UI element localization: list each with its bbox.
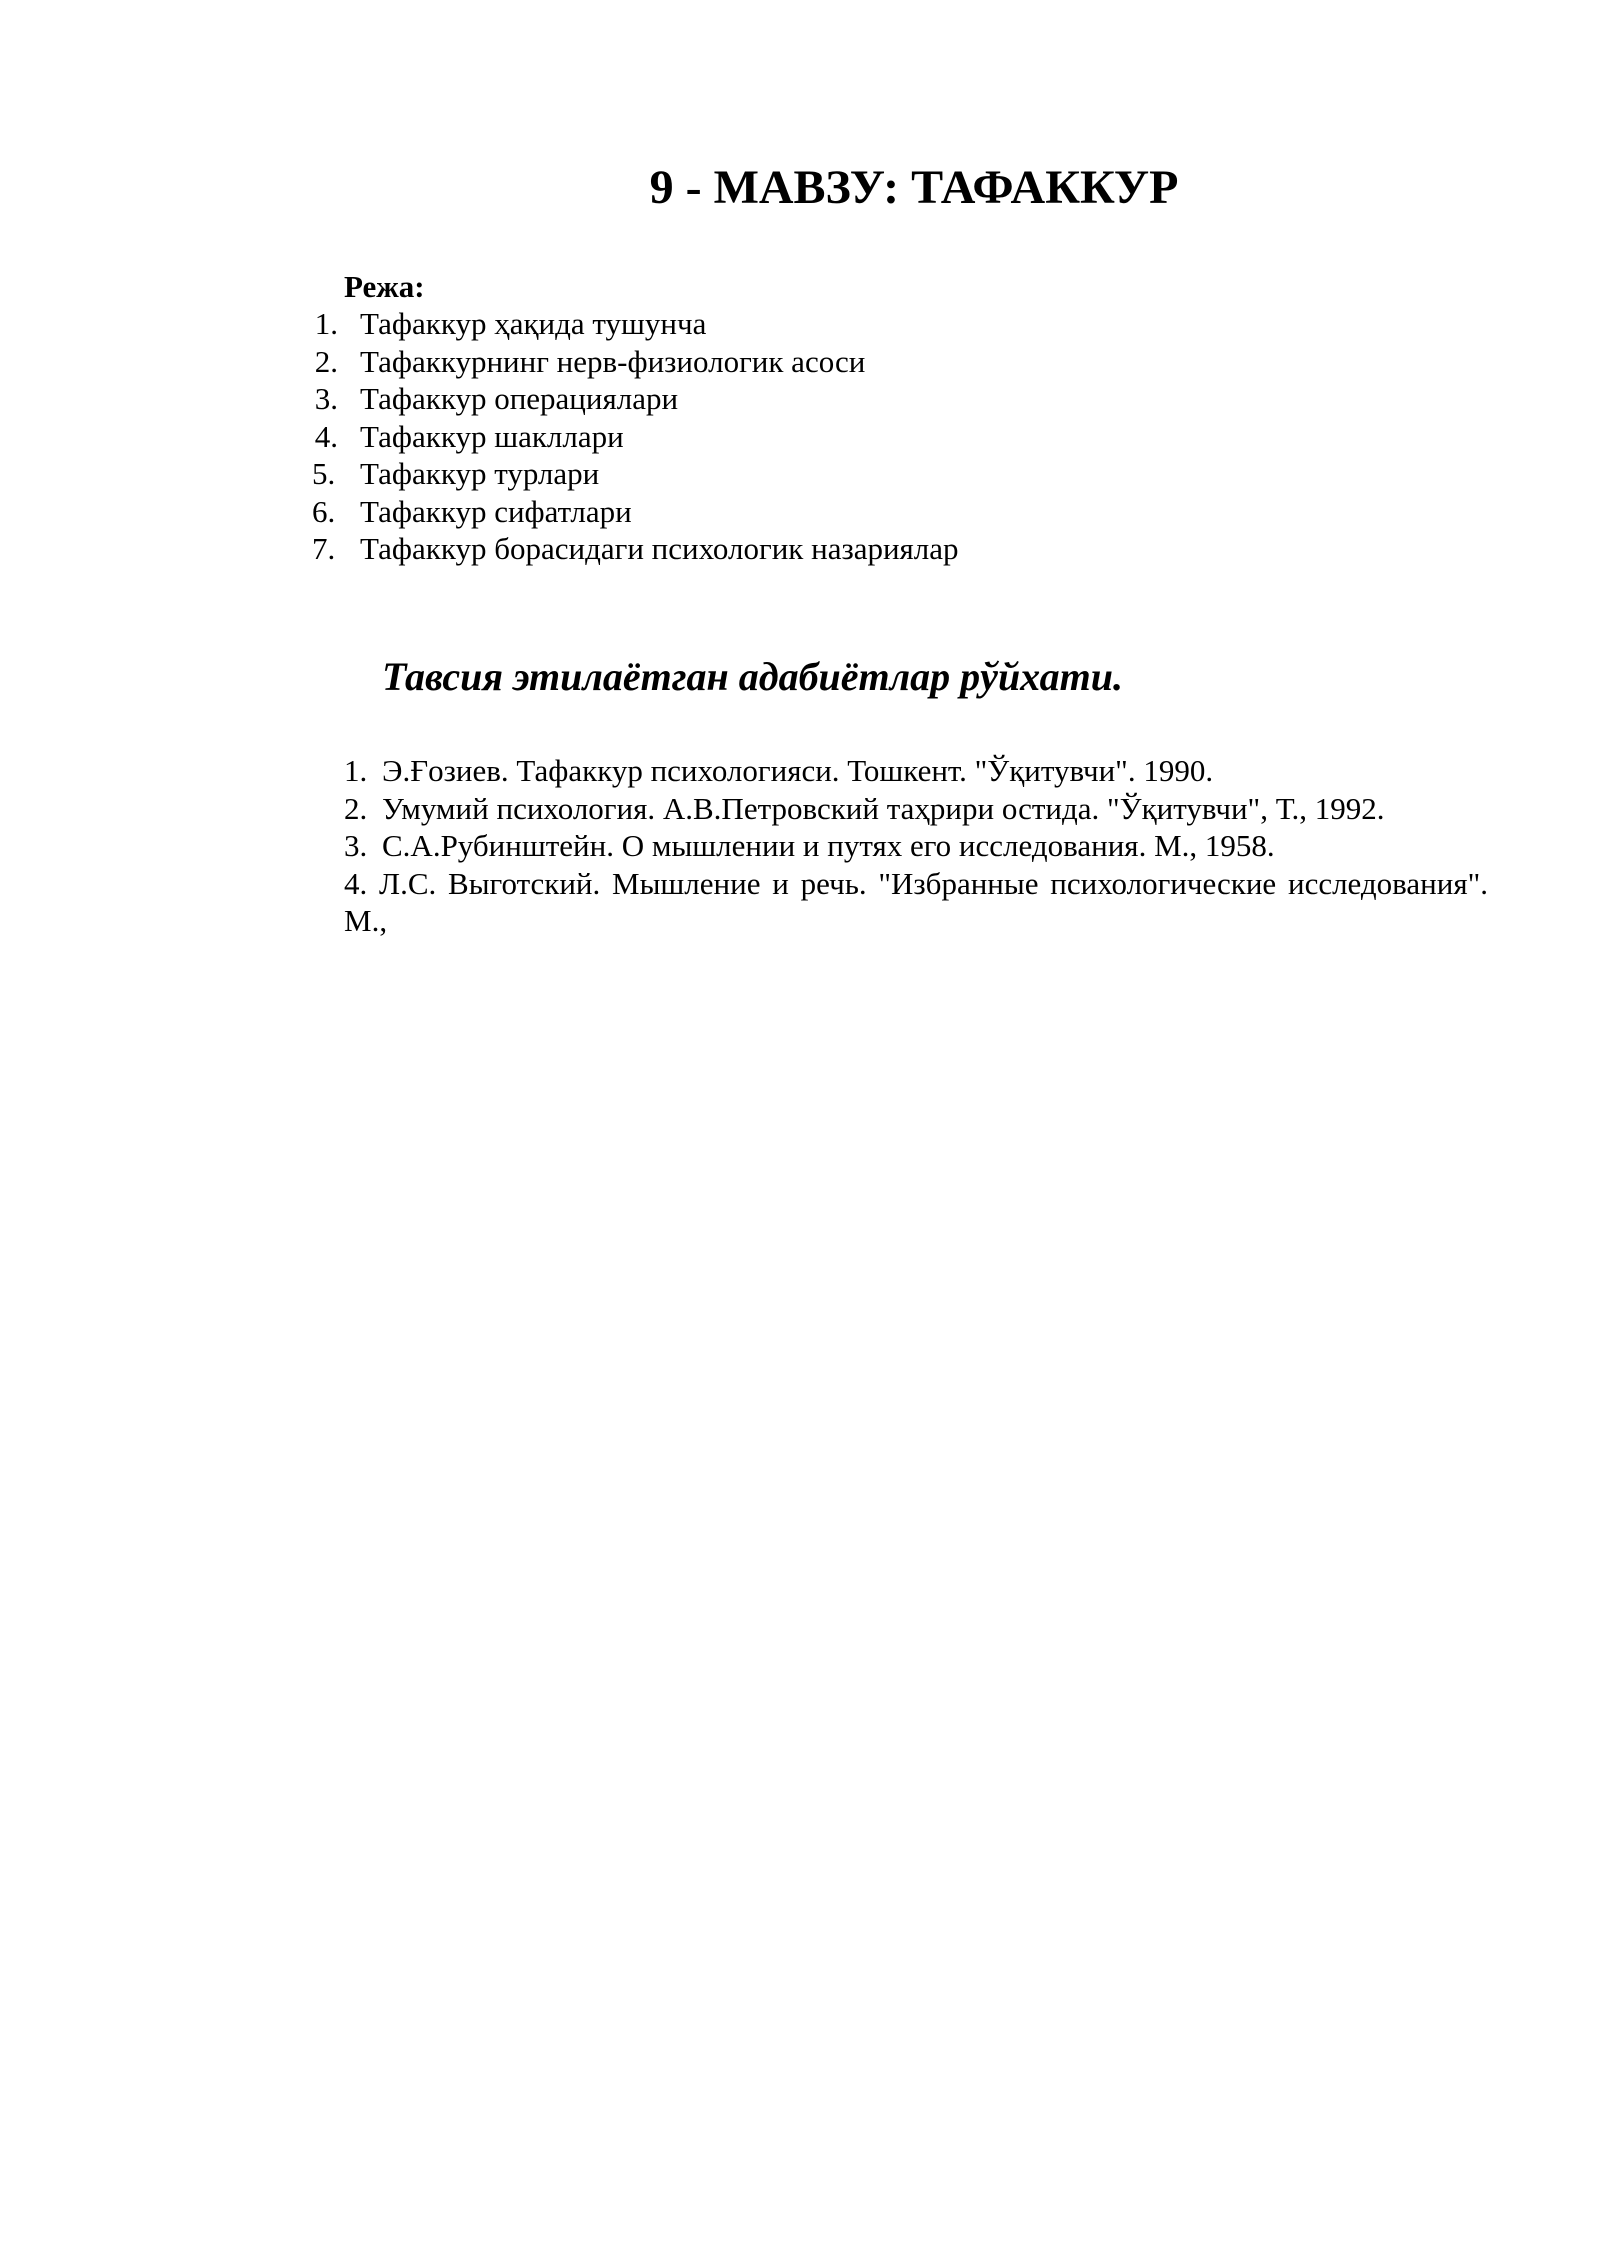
plan-item xyxy=(300,305,959,343)
literature-item-text: Л.С. Выготский. Мышление и речь. "Избранные психологические исследования". М., xyxy=(344,865,1489,938)
plan-item-number: 5. xyxy=(312,456,336,491)
literature-list xyxy=(344,752,1488,940)
plan-item-text: Тафаккур турлари xyxy=(360,456,600,491)
literature-item xyxy=(344,827,1488,865)
plan-item xyxy=(300,455,959,493)
plan-item-text: Тафаккур шакллари xyxy=(360,418,624,454)
plan-item xyxy=(300,343,959,381)
literature-item xyxy=(344,790,1488,828)
plan-item xyxy=(300,380,959,418)
plan-item-text: Тафаккур операциялари xyxy=(360,381,679,416)
literature-item-text: С.А.Рубинштейн. О мышлении и путях его исследования. М., 1958. xyxy=(382,828,1275,863)
literature-item xyxy=(344,752,1488,790)
plan-item-text: Тафаккурнинг нерв-физиологик асоси xyxy=(360,343,866,379)
plan-item-number: 7. xyxy=(312,531,336,566)
plan-item-number: 3. xyxy=(314,381,338,416)
plan-item-number: 4. xyxy=(314,418,338,454)
literature-item-number: 3. xyxy=(344,828,368,863)
literature-item-number: 1. xyxy=(344,753,368,788)
plan-item xyxy=(300,493,959,531)
page-title: 9 - МАВЗУ: ТАФАККУР xyxy=(649,161,1179,214)
plan-item-number: 6. xyxy=(312,493,336,529)
literature-item-number: 4. xyxy=(344,865,368,901)
literature-item-number: 2. xyxy=(344,790,368,826)
literature-item-text: Умумий психология. А.В.Петровский таҳрири остида. "Ўқитувчи", Т., 1992. xyxy=(382,790,1385,826)
literature-item-text: Э.Ғозиев. Тафаккур психологияси. Тошкент. "Ўқитувчи". 1990. xyxy=(382,753,1214,788)
plan-list xyxy=(300,305,959,568)
plan-item xyxy=(300,418,959,456)
plan-item-text: Тафаккур борасидаги психологик назариялар xyxy=(360,531,959,566)
plan-item-text: Тафаккур ҳақида тушунча xyxy=(360,306,707,341)
plan-item-number: 1. xyxy=(314,306,338,341)
literature-item xyxy=(344,865,1488,940)
literature-heading: Тавсия этилаётган адабиётлар рўйхати. xyxy=(382,654,1124,699)
plan-item xyxy=(300,530,959,568)
plan-item-text: Тафаккур сифатлари xyxy=(360,493,632,529)
plan-item-number: 2. xyxy=(314,343,338,379)
plan-heading: Режа: xyxy=(344,269,425,304)
